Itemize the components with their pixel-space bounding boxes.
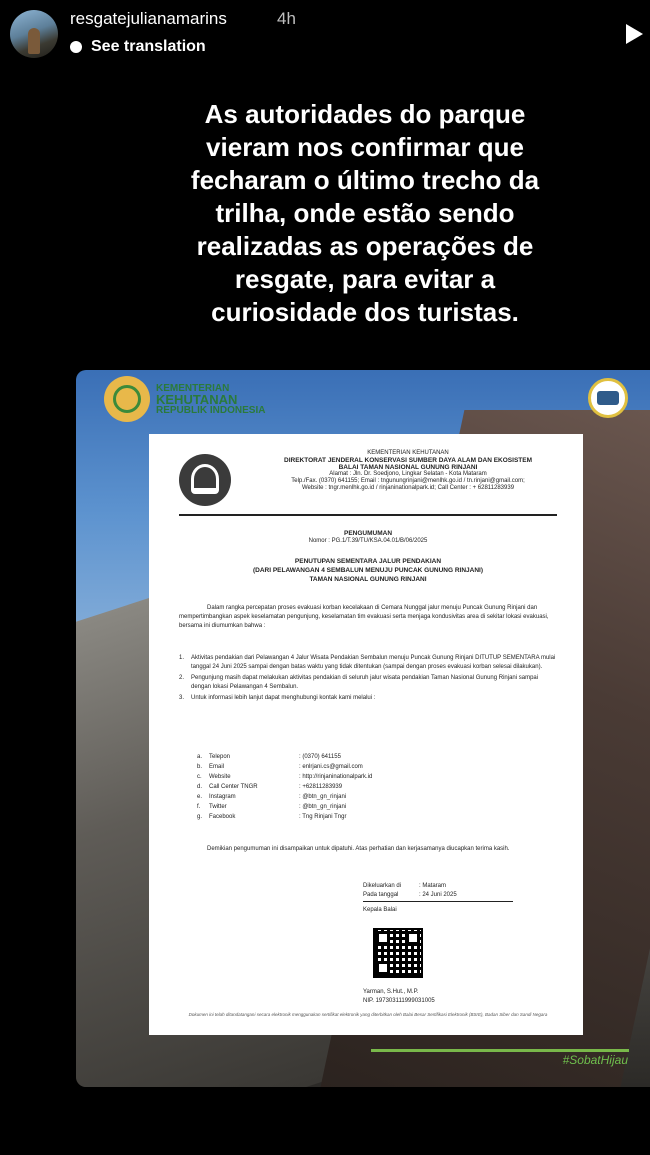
brand-small: KEMENTERIAN xyxy=(156,382,230,394)
contact-row: c. Website : http://rinjaninationalpark.id xyxy=(197,774,373,780)
contact-row: g. Facebook : Tng Rinjani Tngr xyxy=(197,814,347,820)
letter-office: BALAI TAMAN NASIONAL GUNUNG RINJANI xyxy=(338,464,478,471)
date-value: : 24 Juni 2025 xyxy=(419,892,457,898)
contact-row: f. Twitter : @btn_gn_rinjani xyxy=(197,804,347,810)
accent-line xyxy=(371,1049,629,1052)
issue-details xyxy=(363,882,523,915)
qr-code-icon xyxy=(373,928,423,978)
date-label: Pada tanggal xyxy=(363,892,399,898)
signature-rule xyxy=(363,901,513,902)
story-header xyxy=(0,0,650,70)
park-logo-icon xyxy=(588,378,628,418)
see-translation-button[interactable] xyxy=(70,38,206,56)
letter-ministry: KEMENTERIAN KEHUTANAN xyxy=(367,450,449,456)
ministry-logo-icon xyxy=(104,376,150,422)
title-line-3: TAMAN NASIONAL GUNUNG RINJANI xyxy=(309,576,427,583)
signer-block xyxy=(363,988,563,1006)
hashtag: #SobatHijau xyxy=(562,1053,628,1067)
letterhead xyxy=(243,450,573,492)
head-title: Kepala Balai xyxy=(363,907,397,913)
footnote: Dokumen ini telah ditandatangani secara elektronik menggunakan sertifikat elektronik yang diterbitkan oleh Balai Besar Sertifikasi Elektronik (BSrE), Badan Siber dan Sandi Negara xyxy=(188,1012,548,1017)
contact-row: b. Email : enlrjani.cs@gmail.com xyxy=(197,764,363,770)
announcement-heading: PENGUMUMAN xyxy=(343,530,393,537)
contact-row: e. Instagram : @btn_gn_rinjani xyxy=(197,794,347,800)
signer-nip: NIP. 197303111999031005 xyxy=(363,998,435,1004)
brand-sub: REPUBLIK INDONESIA xyxy=(156,404,266,416)
contact-list xyxy=(197,752,557,822)
contact-row: a. Telepon : (0370) 641155 xyxy=(197,754,341,760)
shared-post-image[interactable] xyxy=(76,370,650,1087)
list-item: 1. Aktivitas pendakian dari Pelawangan 4 Jalur Wisata Pendakian Sembalun menuju Puncak Gunung Rinjani DITUTUP SEMENTARA mulai tanggal 24 Juni 2025 sampai dengan batas waktu yang tidak ditentukan (sampai dengan proses evakuasi korban selesai dilakukan). xyxy=(179,655,556,670)
letterhead-logo-icon xyxy=(179,454,231,506)
issued-label: Dikeluarkan di xyxy=(363,883,402,889)
title-line-2: (DARI PELAWANGAN 4 SEMBALUN MENUJU PUNCAK GUNUNG RINJANI) xyxy=(252,567,484,574)
announcement-title xyxy=(179,557,557,584)
ministry-brand xyxy=(104,376,265,422)
post-time: 4h xyxy=(277,9,296,28)
letter-directorate: DIREKTORAT JENDERAL KONSERVASI SUMBER DAYA ALAM DAN EKOSISTEM xyxy=(284,457,532,464)
intro-paragraph: Dalam rangka percepatan proses evakuasi korban kecelakaan di Cemara Nunggal jalur menuju Puncak Gunung Rinjani dan mempertimbangkan aspek keselamatan pengunjung, keselamatan tim evakuasi serta menjaga kondusivitas area di sekitar lokasi evakuasi, bersama ini diumumkan bahwa : xyxy=(179,605,549,629)
announcement-number: Nomor : PG.1/T.39/TU/KSA.04.01/B/06/2025 xyxy=(308,538,428,544)
contact-row: d. Call Center TNGR : +62811283939 xyxy=(197,784,343,790)
list-item: 3. Untuk informasi lebih lanjut dapat menghubungi kontak kami melalui : xyxy=(179,695,376,701)
avatar[interactable] xyxy=(10,10,58,58)
letterhead-rule xyxy=(179,514,557,516)
letter-contact-1: Telp./Fax. (0370) 641155; Email : tngunungrinjani@menlhk.go.id / tn.rinjani@gmail.com; xyxy=(291,478,525,484)
list-item: 2. Pengunjung masih dapat melakukan aktivitas pendakian di seluruh jalur wisata pendakian Taman Nasional Gunung Rinjani sampai dengan lokasi Pelawangan 4 Sembalun. xyxy=(179,675,539,690)
username[interactable]: resgatejulianamarins xyxy=(70,9,227,28)
translate-icon xyxy=(70,41,82,53)
signer-name: Yarman, S.Hut., M.P. xyxy=(363,989,419,995)
play-icon[interactable] xyxy=(626,24,643,44)
letter-contact-2: Website : tngr.menlhk.go.id / rinjaninationalpark.id; Call Center : + 62811283939 xyxy=(301,485,515,491)
story-caption: As autoridades do parque vieram nos confirmar que fecharam o último trecho da trilha, onde estão sendo realizadas as operações de resgate, para evitar a curiosidade dos turistas. xyxy=(190,99,540,327)
closing-paragraph: Demikian pengumuman ini disampaikan untuk dipatuhi. Atas perhatian dan kerjasamanya diucapkan terima kasih. xyxy=(207,846,510,852)
brand-name: KEHUTANAN xyxy=(156,391,238,407)
see-translation-label: See translation xyxy=(91,38,206,55)
title-line-1: PENUTUPAN SEMENTARA JALUR PENDAKIAN xyxy=(294,558,442,565)
issued-value: : Mataram xyxy=(419,883,447,889)
announcement-items xyxy=(179,654,557,706)
letter-address: Alamat : Jln. Dr. Soedjono, Lingkar Selatan - Kota Mataram xyxy=(329,471,487,477)
announcement-letter xyxy=(149,434,583,1035)
